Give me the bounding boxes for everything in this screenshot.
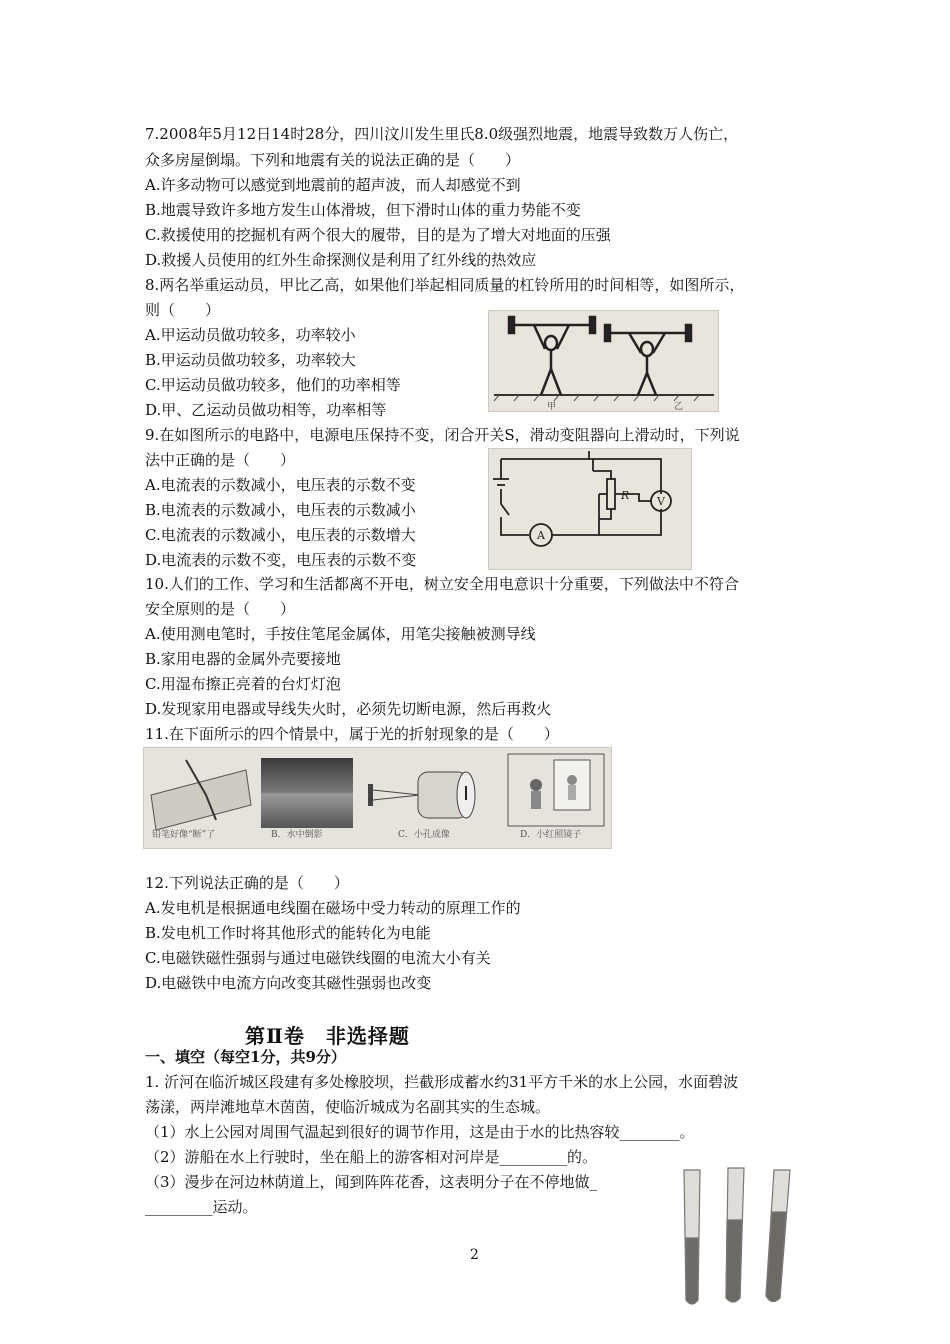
q8-option-b: B.甲运动员做功较多，功率较大 <box>145 351 356 369</box>
q8-stem-line1: 8.两名举重运动员，甲比乙高，如果他们举起相同质量的杠铃所用的时间相等，如图所示， <box>145 276 745 294</box>
scene-a-caption: 铅笔好像“断”了 <box>152 830 216 840</box>
q7-stem-line2: 众多房屋倒塌。下列和地震有关的说法正确的是（ ） <box>145 151 521 169</box>
q10-stem-line2: 安全原则的是（ ） <box>145 600 296 618</box>
q10-stem-line1: 10.人们的工作、学习和生活都离不开电，树立安全用电意识十分重要，下列做法中不符合 <box>145 575 739 593</box>
q7-option-d: D.救援人员使用的红外生命探测仪是利用了红外线的热效应 <box>145 251 537 269</box>
scene-c-caption: C．小孔成像 <box>398 830 450 840</box>
q12-option-a: A.发电机是根据通电线圈在磁场中受力转动的原理工作的 <box>145 899 521 917</box>
q8-option-d: D.甲、乙运动员做功相等，功率相等 <box>145 401 387 419</box>
q9-option-b: B.电流表的示数减小，电压表的示数减小 <box>145 501 416 519</box>
test-tubes-figure <box>676 1160 806 1310</box>
fill-q1-sub2: （2）游船在水上行驶时，坐在船上的游客相对河岸是_________的。 <box>145 1148 598 1166</box>
q8-option-a: A.甲运动员做功较多，功率较小 <box>145 326 356 344</box>
fill-q1-sub3-line2: _________运动。 <box>145 1198 258 1216</box>
fill-q1-sub1: （1）水上公园对周围气温起到很好的调节作用，这是由于水的比热容较________。 <box>145 1123 695 1141</box>
fill-q1-line2: 荡漾，两岸滩地草木茵茵，使临沂城成为名副其实的生态城。 <box>145 1098 551 1116</box>
ammeter-label: A <box>537 529 545 542</box>
q12-option-d: D.电磁铁中电流方向改变其磁性强弱也改变 <box>145 974 432 992</box>
label-jia: 甲 <box>547 402 557 411</box>
fill-q1-sub3-line1: （3）漫步在河边林荫道上，闻到阵阵花香，这表明分子在不停地做_ <box>145 1173 598 1191</box>
label-yi: 乙 <box>674 402 684 411</box>
scene-b-panel <box>261 750 353 846</box>
q12-stem: 12.下列说法正确的是（ ） <box>145 874 349 892</box>
q9-stem-line2: 法中正确的是（ ） <box>145 451 296 469</box>
fill-blank-section-heading: 一、填空（每空1分，共9分） <box>145 1048 346 1066</box>
q10-option-a: A.使用测电笔时，手按住笔尾金属体，用笔尖接触被测导线 <box>145 625 536 643</box>
scene-d-caption: D．小红照镜子 <box>520 830 582 840</box>
q7-option-a: A.许多动物可以感觉到地震前的超声波，而人却感觉不到 <box>145 176 521 194</box>
q12-option-c: C.电磁铁磁性强弱与通过电磁铁线圈的电流大小有关 <box>145 949 491 967</box>
q7-stem-line1: 7.2008年5月12日14时28分，四川汶川发生里氏8.0级强烈地震，地震导致数万人伤亡， <box>145 125 739 143</box>
part2-title: 第Ⅱ卷 非选择题 <box>245 1024 410 1048</box>
q10-option-c: C.用湿布擦正亮着的台灯灯泡 <box>145 675 341 693</box>
q9-option-c: C.电流表的示数减小，电压表的示数增大 <box>145 526 416 544</box>
scene-a-panel <box>146 750 256 846</box>
scene-d-panel <box>504 750 608 846</box>
weightlifters-figure <box>488 310 719 412</box>
resistor-label: R <box>621 489 630 502</box>
q10-option-d: D.发现家用电器或导线失火时，必须先切断电源，然后再救火 <box>145 700 552 718</box>
q11-stem: 11.在下面所示的四个情景中，属于光的折射现象的是（ ） <box>145 725 559 743</box>
q9-option-d: D.电流表的示数不变，电压表的示数不变 <box>145 551 417 569</box>
scene-b-caption: B．水中倒影 <box>271 830 323 840</box>
q7-option-c: C.救援使用的挖掘机有两个很大的履带，目的是为了增大对地面的压强 <box>145 226 611 244</box>
fill-q1-line1: 1. 沂河在临沂城区段建有多处橡胶坝，拦截形成蓄水约31平方千米的水上公园，水面碧波 <box>145 1073 739 1091</box>
page-number: 2 <box>470 1247 479 1263</box>
q12-option-b: B.发电机工作时将其他形式的能转化为电能 <box>145 924 431 942</box>
q8-option-c: C.甲运动员做功较多，他们的功率相等 <box>145 376 401 394</box>
voltmeter-label: V <box>657 495 665 508</box>
circuit-figure <box>488 448 692 570</box>
q9-stem-line1: 9.在如图所示的电路中，电源电压保持不变，闭合开关S，滑动变阻器向上滑动时，下列说 <box>145 426 740 444</box>
q9-option-a: A.电流表的示数减小，电压表的示数不变 <box>145 476 416 494</box>
light-scenes-figure <box>143 747 612 849</box>
scene-c-panel <box>358 750 488 846</box>
q10-option-b: B.家用电器的金属外壳要接地 <box>145 650 341 668</box>
q7-option-b: B.地震导致许多地方发生山体滑坡，但下滑时山体的重力势能不变 <box>145 201 581 219</box>
q8-stem-line2: 则（ ） <box>145 301 221 319</box>
